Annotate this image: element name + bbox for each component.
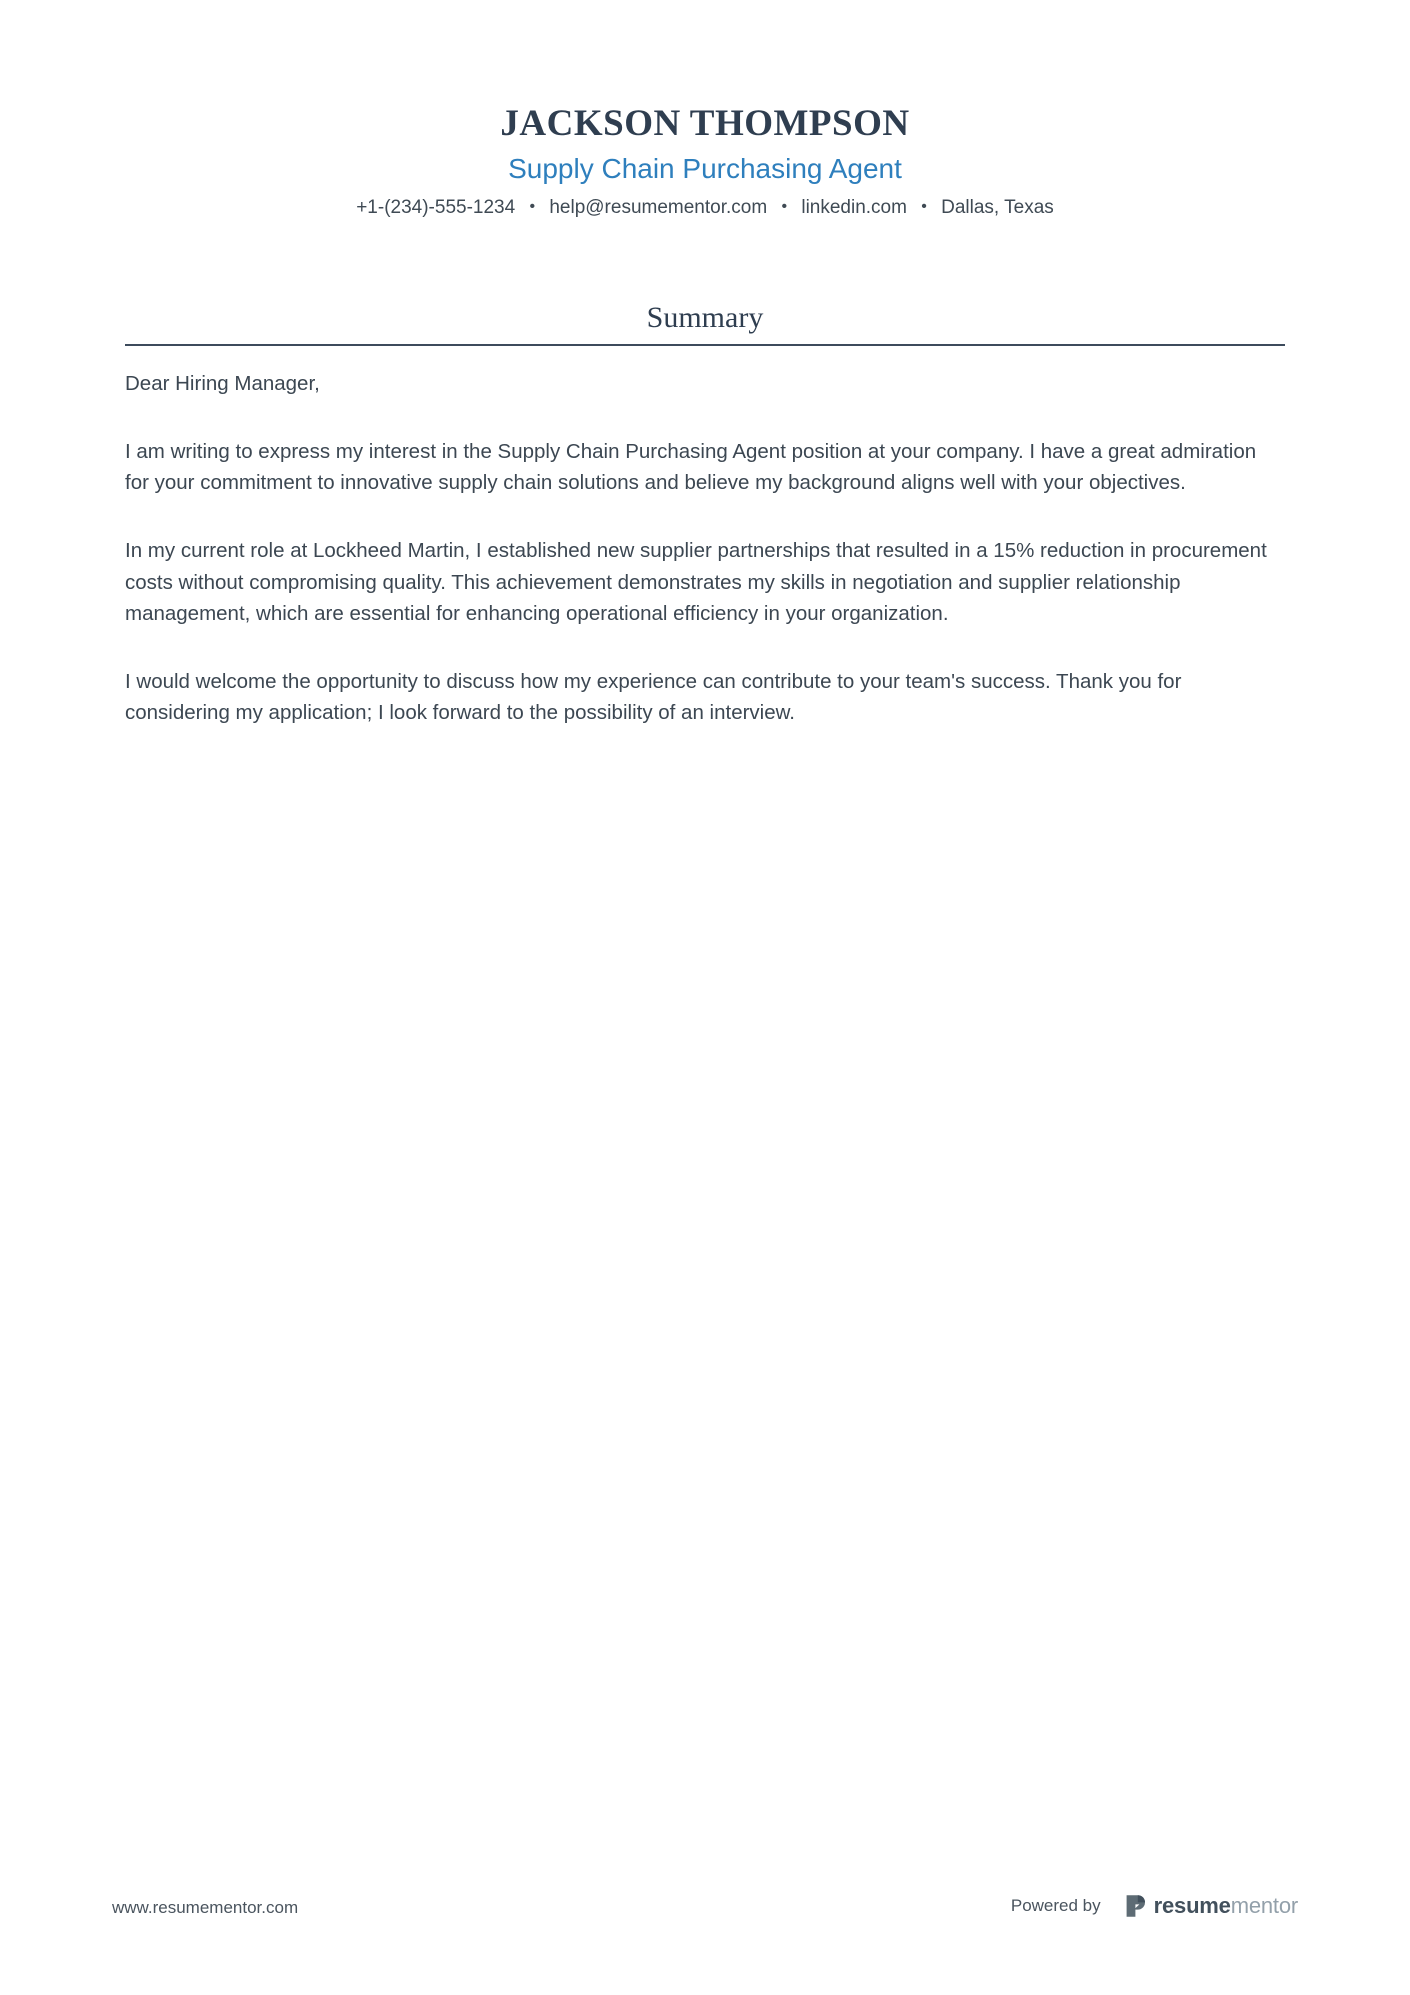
- document-footer: [0, 1875, 1410, 1995]
- section-title-summary: Summary: [646, 301, 764, 334]
- contact-linkedin: linkedin.com: [801, 196, 907, 218]
- resumementor-logo: [1125, 1893, 1298, 1919]
- contact-email: help@resumementor.com: [549, 196, 768, 218]
- document-header: [0, 104, 1410, 221]
- summary-section-header: [125, 300, 1285, 346]
- brand-name-bold: resume: [1153, 1893, 1231, 1918]
- brand-name-light: mentor: [1230, 1893, 1298, 1918]
- contact-phone: +1-(234)-555-1234: [356, 196, 516, 218]
- resumementor-wordmark: [1154, 1895, 1298, 1917]
- candidate-name: JACKSON THOMPSON: [500, 103, 910, 144]
- bullet-separator-icon: •: [921, 197, 927, 215]
- letter-paragraph-3: I would welcome the opportunity to discuss how my experience can contribute to your team's success. Thank you for considering my application; I look forward to the possibility of an interview.: [125, 669, 1182, 725]
- powered-by-label: Powered by: [1010, 1895, 1101, 1915]
- section-divider: [125, 344, 1285, 346]
- candidate-job-title: Supply Chain Purchasing Agent: [508, 152, 902, 184]
- resumementor-r-mark-icon: [1125, 1893, 1147, 1919]
- letter-paragraph-2: In my current role at Lockheed Martin, I established new supplier partnerships that resulted in a 15% reduction in procurement costs without compromising quality. This achievement demonstrates my skills in negotiation and supplier relationship management, which are essential for enhancing operational efficiency in your organization.: [125, 539, 1267, 625]
- contact-location: Dallas, Texas: [941, 196, 1054, 218]
- contact-line: [0, 195, 1410, 222]
- bullet-separator-icon: •: [781, 197, 788, 215]
- footer-website: www.resumementor.com: [112, 1898, 299, 1917]
- letter-paragraph-1: I am writing to express my interest in the Supply Chain Purchasing Agent position at your company. I have a great admiration for your commitment to innovative supply chain solutions and believe my background aligns well with your objectives.: [125, 440, 1257, 495]
- footer-branding: [1011, 1893, 1298, 1919]
- letter-body: [125, 368, 1285, 728]
- bullet-separator-icon: •: [529, 197, 536, 215]
- letter-salutation: Dear Hiring Manager,: [125, 372, 320, 395]
